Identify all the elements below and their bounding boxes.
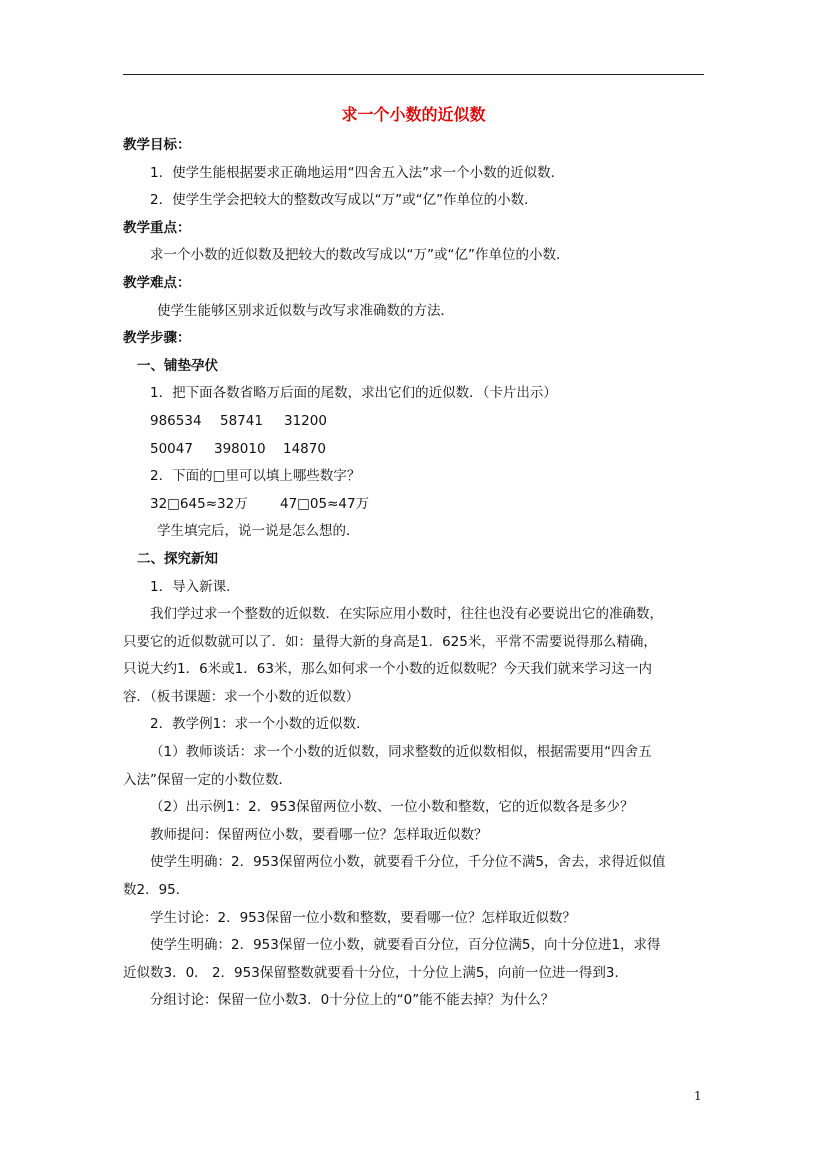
paragraph: 使学生明确：2．953保留两位小数，就要看千分位，千分位不满5，舍去，求得近似值 [150,854,666,871]
equation-item: 47□05≈47万 [280,495,370,512]
page-number: 1 [694,1089,702,1103]
number-item: 31200 [284,412,327,429]
paragraph: 学生填完后，说一说是怎么想的． [157,523,360,540]
paragraph: 2．教学例1：求一个小数的近似数． [150,716,370,733]
section-heading-steps: 教学步骤： [123,330,191,347]
paragraph: （2）出示例1：2．953保留两位小数、一位小数和整数，它的近似数各是多少？ [150,799,634,816]
header-rule [123,74,704,75]
paragraph: 2．下面的□里可以填上哪些数字？ [150,468,361,485]
paragraph: 求一个小数的近似数及把较大的数改写成以“万”或“亿”作单位的小数． [150,247,570,264]
number-item: 986534 [150,412,202,429]
paragraph: 我们学过求一个整数的近似数．在实际应用小数时，往往也没有必要说出它的准确数， [150,606,663,623]
section-heading-key-points: 教学重点： [123,219,191,236]
equation-item: 32□645≈32万 [150,495,248,512]
number-item: 50047 [150,440,193,457]
paragraph: 2．使学生学会把较大的整数改写成以“万”或“亿”作单位的小数． [150,192,538,209]
section-heading-goals: 教学目标： [123,137,191,153]
page-title: 求一个小数的近似数 [341,105,486,124]
number-item: 398010 [214,440,266,457]
document-body [123,132,705,1015]
paragraph: 教师提问：保留两位小数，要看哪一位？怎样取近似数？ [150,826,488,843]
paragraph: 只说大约1．6米或1．63米，那么如何求一个小数的近似数呢？今天我们就来学习这一内 [123,661,652,678]
paragraph: 1．把下面各数省略万后面的尾数，求出它们的近似数．（卡片出示） [150,385,557,402]
paragraph: 使学生能够区别求近似数与改写求准确数的方法． [157,302,454,319]
paragraph: 1．导入新课． [150,578,240,595]
paragraph: 近似数3．0． 2．953保留整数就要看十分位，十分位上满5，向前一位进一得到3． [123,964,629,981]
equation-row [123,491,705,519]
section-heading-difficulties: 教学难点： [123,274,191,291]
paragraph: 使学生明确：2．953保留一位小数，就要看百分位，百分位满5，向十分位进1，求得 [150,937,661,954]
paragraph: 数2．95． [123,882,190,899]
paragraph: （1）教师谈话：求一个小数的近似数，同求整数的近似数相似，根据需要用“四舍五 [150,744,652,761]
number-row [123,436,705,464]
number-item: 58741 [220,412,263,429]
paragraph: 1．使学生能根据要求正确地运用“四舍五入法”求一个小数的近似数． [150,164,565,181]
subsection-heading: 一、铺垫孕伏 [137,357,218,374]
paragraph: 学生讨论：2．953保留一位小数和整数，要看哪一位？怎样取近似数？ [150,909,576,926]
paragraph: 容．（板书课题：求一个小数的近似数） [123,688,360,705]
paragraph: 分组讨论：保留一位小数3．0十分位上的“0”能不能去掉？为什么？ [150,992,555,1009]
paragraph: 只要它的近似数就可以了．如：量得大新的身高是1．625米，平常不需要说得那么精确， [123,633,657,650]
paragraph: 入法”保留一定的小数位数． [123,771,292,788]
number-row [123,408,705,436]
subsection-heading: 二、探究新知 [137,550,218,567]
number-item: 14870 [283,440,326,457]
